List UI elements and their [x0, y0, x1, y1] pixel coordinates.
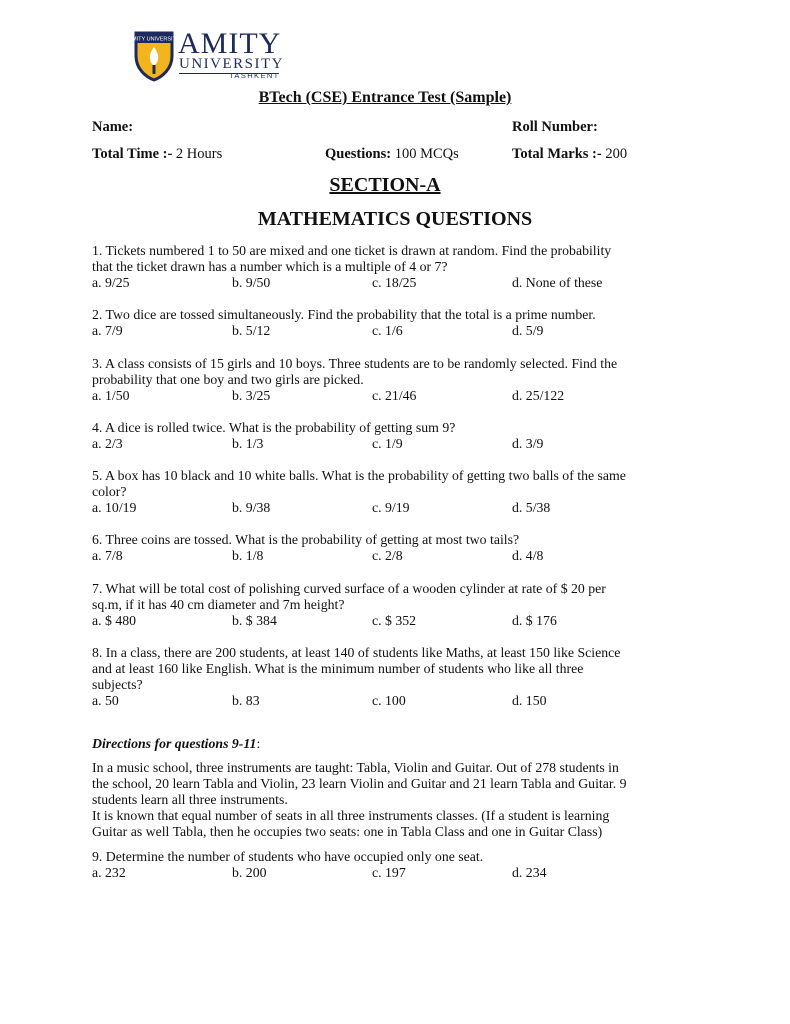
question-text: sq.m, if it has 40 cm diameter and 7m height?	[92, 597, 345, 612]
directions-passage	[92, 760, 682, 840]
question-text: color?	[92, 484, 127, 499]
logo-name: AMITY	[178, 27, 282, 60]
option-b: b. 83	[232, 693, 260, 708]
question-2	[92, 307, 682, 339]
answer-options	[92, 436, 682, 452]
option-b: b. 5/12	[232, 323, 271, 338]
logo-sub: UNIVERSITY	[179, 56, 284, 72]
option-a: a. 10/19	[92, 500, 137, 515]
question-text: 4. A dice is rolled twice. What is the probability of getting sum 9?	[92, 420, 456, 435]
option-d: d. 5/9	[512, 323, 544, 338]
roll-number-label: Roll Number:	[512, 119, 598, 135]
total-marks	[512, 146, 627, 163]
question-text: probability that one boy and two girls are picked.	[92, 372, 364, 387]
question-text: and at least 160 like English. What is the minimum number of students who like all three	[92, 661, 584, 676]
option-b: b. 9/38	[232, 500, 271, 515]
option-d: d. None of these	[512, 275, 603, 290]
option-b: b. 3/25	[232, 388, 271, 403]
question-text: subjects?	[92, 677, 143, 692]
option-d: d. 4/8	[512, 548, 544, 563]
passage-line: Guitar as well Tabla, then he occupies two seats: one in Tabla Class and one in Guitar Class)	[92, 824, 603, 839]
test-title: BTech (CSE) Entrance Test (Sample)	[258, 89, 512, 106]
option-b: b. 200	[232, 865, 267, 880]
question-3	[92, 356, 682, 404]
option-c: c. 1/9	[372, 436, 403, 451]
option-d: d. 234	[512, 865, 547, 880]
amity-logo	[128, 27, 288, 82]
answer-options	[92, 865, 682, 881]
question-6	[92, 532, 682, 564]
option-c: c. 1/6	[372, 323, 403, 338]
directions-colon: :	[256, 736, 261, 751]
option-c: c. 18/25	[372, 275, 417, 290]
answer-options	[92, 500, 682, 516]
option-d: d. 25/122	[512, 388, 565, 403]
directions-heading	[92, 736, 682, 752]
passage-line: students learn all three instruments.	[92, 792, 288, 807]
total-time	[92, 146, 222, 163]
option-d: d. 150	[512, 693, 547, 708]
option-d: d. 5/38	[512, 500, 551, 515]
answer-options	[92, 693, 682, 709]
option-a: a. 7/9	[92, 323, 123, 338]
shield-icon	[128, 30, 180, 82]
question-1	[92, 243, 682, 291]
option-b: b. $ 384	[232, 613, 277, 628]
option-a: a. 2/3	[92, 436, 123, 451]
option-c: c. 2/8	[372, 548, 403, 563]
option-d: d. $ 176	[512, 613, 557, 628]
total-time-value: 2 Hours	[175, 146, 223, 162]
question-text: that the ticket drawn has a number which is a multiple of 4 or 7?	[92, 259, 448, 274]
option-a: a. $ 480	[92, 613, 137, 628]
question-7	[92, 581, 682, 629]
questions-label: Questions:	[325, 146, 392, 162]
answer-options	[92, 323, 682, 339]
option-c: c. 9/19	[372, 500, 410, 515]
option-c: c. 197	[372, 865, 406, 880]
option-c: c. $ 352	[372, 613, 417, 628]
section-subheading: MATHEMATICS QUESTIONS	[257, 208, 533, 230]
answer-options	[92, 548, 682, 564]
question-9	[92, 849, 682, 881]
question-text: 8. In a class, there are 200 students, at least 140 of students like Maths, at least 150 like Science	[92, 645, 621, 660]
question-text: 1. Tickets numbered 1 to 50 are mixed and one ticket is drawn at random. Find the probability	[92, 243, 612, 258]
section-heading: SECTION-A	[329, 174, 441, 196]
question-text: 5. A box has 10 black and 10 white balls. What is the probability of getting two balls of the same	[92, 468, 626, 483]
answer-options	[92, 275, 682, 291]
answer-options	[92, 388, 682, 404]
question-4	[92, 420, 682, 452]
total-marks-label: Total Marks :-	[512, 146, 602, 162]
question-text: 9. Determine the number of students who have occupied only one seat.	[92, 849, 484, 864]
question-text: 6. Three coins are tossed. What is the probability of getting at most two tails?	[92, 532, 520, 547]
question-text: 7. What will be total cost of polishing curved surface of a wooden cylinder at rate of $ 20 per	[92, 581, 606, 596]
question-text: 3. A class consists of 15 girls and 10 boys. Three students are to be randomly selected. Find the	[92, 356, 618, 371]
passage-line: the school, 20 learn Tabla and Violin, 23 learn Violin and Guitar and 21 learn Tabla and Guitar. 9	[92, 776, 627, 791]
option-a: a. 232	[92, 865, 126, 880]
option-b: b. 1/3	[232, 436, 264, 451]
name-label: Name:	[92, 119, 134, 135]
question-5	[92, 468, 682, 516]
option-c: c. 21/46	[372, 388, 417, 403]
total-time-label: Total Time :-	[92, 146, 173, 162]
question-text: 2. Two dice are tossed simultaneously. Find the probability that the total is a prime number.	[92, 307, 596, 322]
passage-line: It is known that equal number of seats in all three instruments classes. (If a student is learning	[92, 808, 610, 823]
question-8	[92, 645, 682, 709]
option-b: b. 9/50	[232, 275, 271, 290]
option-d: d. 3/9	[512, 436, 544, 451]
badge-text: AMITY UNIVERSITY	[128, 36, 180, 43]
option-c: c. 100	[372, 693, 406, 708]
answer-options	[92, 613, 682, 629]
option-a: a. 7/8	[92, 548, 123, 563]
option-a: a. 9/25	[92, 275, 130, 290]
questions-count	[325, 146, 459, 163]
option-a: a. 50	[92, 693, 119, 708]
questions-value: 100 MCQs	[394, 146, 459, 162]
total-marks-value: 200	[605, 146, 628, 162]
logo-place: TASHKENT	[229, 71, 280, 80]
passage-line: In a music school, three instruments are taught: Tabla, Violin and Guitar. Out of 278 students in	[92, 760, 619, 775]
option-b: b. 1/8	[232, 548, 264, 563]
directions-title: Directions for questions 9-11	[92, 736, 257, 751]
option-a: a. 1/50	[92, 388, 130, 403]
